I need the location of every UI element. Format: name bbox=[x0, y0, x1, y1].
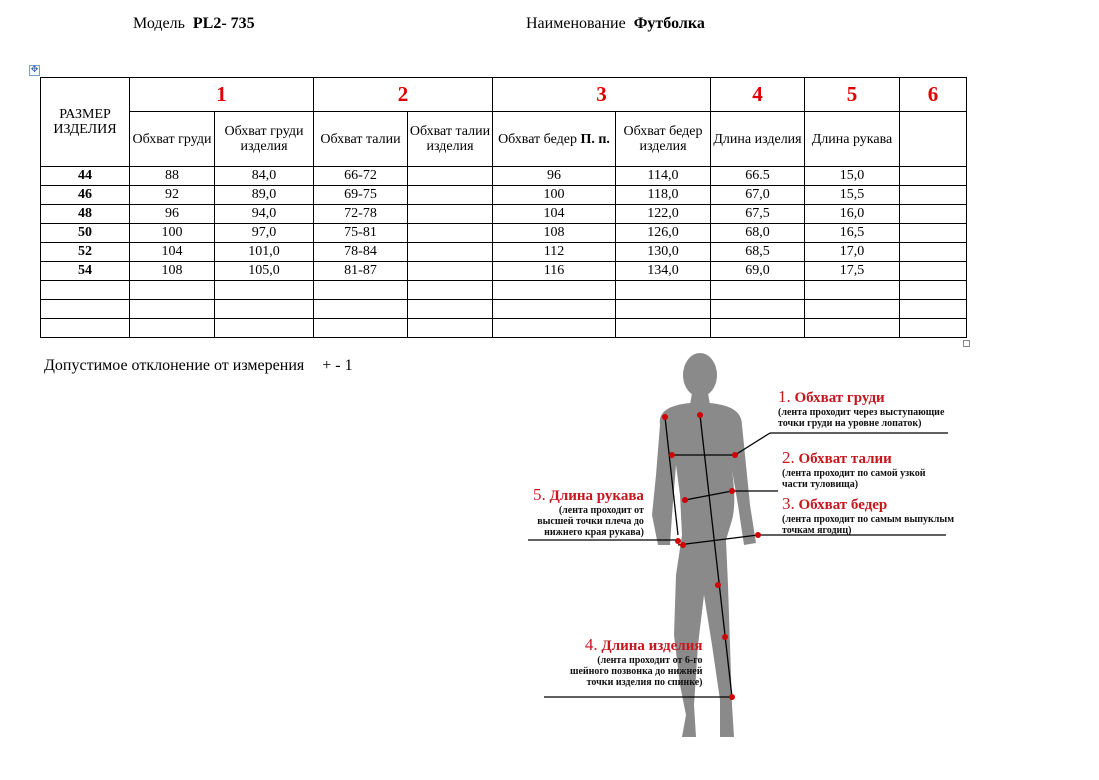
table-cell: 126,0 bbox=[616, 224, 711, 243]
table-cell bbox=[130, 319, 215, 338]
column-header: Длина изделия bbox=[711, 112, 805, 167]
table-cell bbox=[805, 319, 900, 338]
table-cell bbox=[493, 319, 616, 338]
table-cell: 89,0 bbox=[215, 186, 314, 205]
table-cell: 17,0 bbox=[805, 243, 900, 262]
table-cell: 16,0 bbox=[805, 205, 900, 224]
table-cell bbox=[616, 319, 711, 338]
table-cell: 67,0 bbox=[711, 186, 805, 205]
column-header: Обхват груди изделия bbox=[215, 112, 314, 167]
table-row bbox=[41, 243, 967, 262]
table-cell bbox=[900, 167, 967, 186]
size-table bbox=[40, 77, 967, 338]
table-cell: 69-75 bbox=[314, 186, 408, 205]
table-row bbox=[41, 186, 967, 205]
measure-label-length: 4. Длина изделия (лента проходит от 6-го шейного позвонка до нижней точки изделия по спинке) bbox=[570, 635, 703, 688]
name-line bbox=[526, 15, 705, 33]
table-cell: 104 bbox=[493, 205, 616, 224]
column-header: Обхват груди bbox=[130, 112, 215, 167]
measure-label-sleeve: 5. Длина рукава (лента проходит от высшей точки плеча до нижнего края рукава) bbox=[533, 485, 644, 538]
table-move-handle-icon[interactable]: ✥ bbox=[30, 65, 39, 75]
table-cell bbox=[314, 281, 408, 300]
table-cell bbox=[900, 300, 967, 319]
table-cell: 96 bbox=[493, 167, 616, 186]
table-cell: 15,0 bbox=[805, 167, 900, 186]
table-cell bbox=[408, 205, 493, 224]
size-cell: 46 bbox=[41, 186, 130, 205]
model-value: PL2- 735 bbox=[192, 15, 255, 32]
column-header bbox=[900, 112, 967, 167]
table-cell bbox=[215, 300, 314, 319]
table-cell bbox=[900, 319, 967, 338]
table-cell bbox=[408, 319, 493, 338]
table-cell: 67,5 bbox=[711, 205, 805, 224]
group-number: 4 bbox=[711, 78, 805, 112]
table-cell bbox=[41, 281, 130, 300]
column-header: Обхват талии bbox=[314, 112, 408, 167]
table-cell: 112 bbox=[493, 243, 616, 262]
table-cell: 101,0 bbox=[215, 243, 314, 262]
table-cell bbox=[130, 300, 215, 319]
table-row bbox=[41, 224, 967, 243]
table-cell: 118,0 bbox=[616, 186, 711, 205]
table-cell bbox=[215, 281, 314, 300]
table-cell: 78-84 bbox=[314, 243, 408, 262]
table-cell: 68,0 bbox=[711, 224, 805, 243]
table-cell bbox=[215, 319, 314, 338]
table-row bbox=[41, 167, 967, 186]
table-cell bbox=[900, 262, 967, 281]
table-cell: 81-87 bbox=[314, 262, 408, 281]
table-cell: 69,0 bbox=[711, 262, 805, 281]
table-cell bbox=[900, 186, 967, 205]
table-cell bbox=[408, 243, 493, 262]
table-cell: 66-72 bbox=[314, 167, 408, 186]
table-cell bbox=[805, 300, 900, 319]
tolerance-text: Допустимое отклонение от измерения bbox=[44, 357, 305, 374]
table-cell: 72-78 bbox=[314, 205, 408, 224]
table-cell: 97,0 bbox=[215, 224, 314, 243]
measure-label-waist: 2. Обхват талии (лента проходит по самой узкой части туловища) bbox=[782, 448, 926, 490]
table-cell: 116 bbox=[493, 262, 616, 281]
empty-row bbox=[41, 300, 967, 319]
table-cell bbox=[805, 281, 900, 300]
model-label: Модель bbox=[133, 15, 185, 32]
tolerance-value: + - 1 bbox=[322, 357, 353, 374]
table-cell: 88 bbox=[130, 167, 215, 186]
table-cell bbox=[408, 224, 493, 243]
table-cell: 66.5 bbox=[711, 167, 805, 186]
empty-row bbox=[41, 319, 967, 338]
table-cell bbox=[616, 300, 711, 319]
name-value: Футболка bbox=[633, 15, 705, 32]
table-cell: 104 bbox=[130, 243, 215, 262]
table-cell bbox=[711, 281, 805, 300]
table-cell bbox=[900, 281, 967, 300]
table-cell: 15,5 bbox=[805, 186, 900, 205]
table-cell bbox=[408, 262, 493, 281]
table-cell bbox=[408, 167, 493, 186]
table-cell: 122,0 bbox=[616, 205, 711, 224]
table-cell bbox=[616, 281, 711, 300]
table-cell bbox=[408, 300, 493, 319]
table-cell: 134,0 bbox=[616, 262, 711, 281]
table-cell bbox=[711, 319, 805, 338]
table-cell: 130,0 bbox=[616, 243, 711, 262]
name-label: Наименование bbox=[526, 15, 626, 32]
table-cell bbox=[408, 281, 493, 300]
table-cell: 16,5 bbox=[805, 224, 900, 243]
table-cell bbox=[314, 319, 408, 338]
table-cell: 96 bbox=[130, 205, 215, 224]
table-cell: 84,0 bbox=[215, 167, 314, 186]
table-cell: 100 bbox=[130, 224, 215, 243]
table-row bbox=[41, 262, 967, 281]
size-cell: 54 bbox=[41, 262, 130, 281]
column-header: Обхват бедер П. п. bbox=[493, 112, 616, 167]
size-cell: 48 bbox=[41, 205, 130, 224]
table-cell bbox=[314, 300, 408, 319]
table-row bbox=[41, 205, 967, 224]
table-cell bbox=[900, 205, 967, 224]
row-header: РАЗМЕР ИЗДЕЛИЯ bbox=[41, 78, 130, 167]
table-cell: 114,0 bbox=[616, 167, 711, 186]
table-cell: 92 bbox=[130, 186, 215, 205]
size-cell: 52 bbox=[41, 243, 130, 262]
group-number: 6 bbox=[900, 78, 967, 112]
model-line bbox=[133, 15, 255, 33]
size-cell: 50 bbox=[41, 224, 130, 243]
table-cell: 68,5 bbox=[711, 243, 805, 262]
group-number: 5 bbox=[805, 78, 900, 112]
column-header: Длина рукава bbox=[805, 112, 900, 167]
table-cell bbox=[408, 186, 493, 205]
table-cell bbox=[41, 319, 130, 338]
table-cell: 100 bbox=[493, 186, 616, 205]
measure-label-hips: 3. Обхват бедер (лента проходит по самым выпуклым точкам ягодиц) bbox=[782, 494, 955, 536]
table-cell: 108 bbox=[130, 262, 215, 281]
group-number: 1 bbox=[130, 78, 314, 112]
column-header: Обхват бедер изделия bbox=[616, 112, 711, 167]
table-cell bbox=[493, 281, 616, 300]
table-cell: 75-81 bbox=[314, 224, 408, 243]
table-cell bbox=[493, 300, 616, 319]
table-cell: 17,5 bbox=[805, 262, 900, 281]
measure-label-chest: 1. Обхват груди (лента проходит через выступающие точки груди на уровне лопаток) bbox=[778, 387, 945, 429]
column-header: Обхват талии изделия bbox=[408, 112, 493, 167]
table-cell: 108 bbox=[493, 224, 616, 243]
tolerance-note bbox=[44, 357, 353, 375]
empty-row bbox=[41, 281, 967, 300]
group-number: 2 bbox=[314, 78, 493, 112]
group-number: 3 bbox=[493, 78, 711, 112]
table-cell bbox=[900, 224, 967, 243]
table-cell bbox=[711, 300, 805, 319]
table-cell: 94,0 bbox=[215, 205, 314, 224]
table-cell bbox=[41, 300, 130, 319]
size-cell: 44 bbox=[41, 167, 130, 186]
table-cell bbox=[130, 281, 215, 300]
table-cell: 105,0 bbox=[215, 262, 314, 281]
table-cell bbox=[900, 243, 967, 262]
